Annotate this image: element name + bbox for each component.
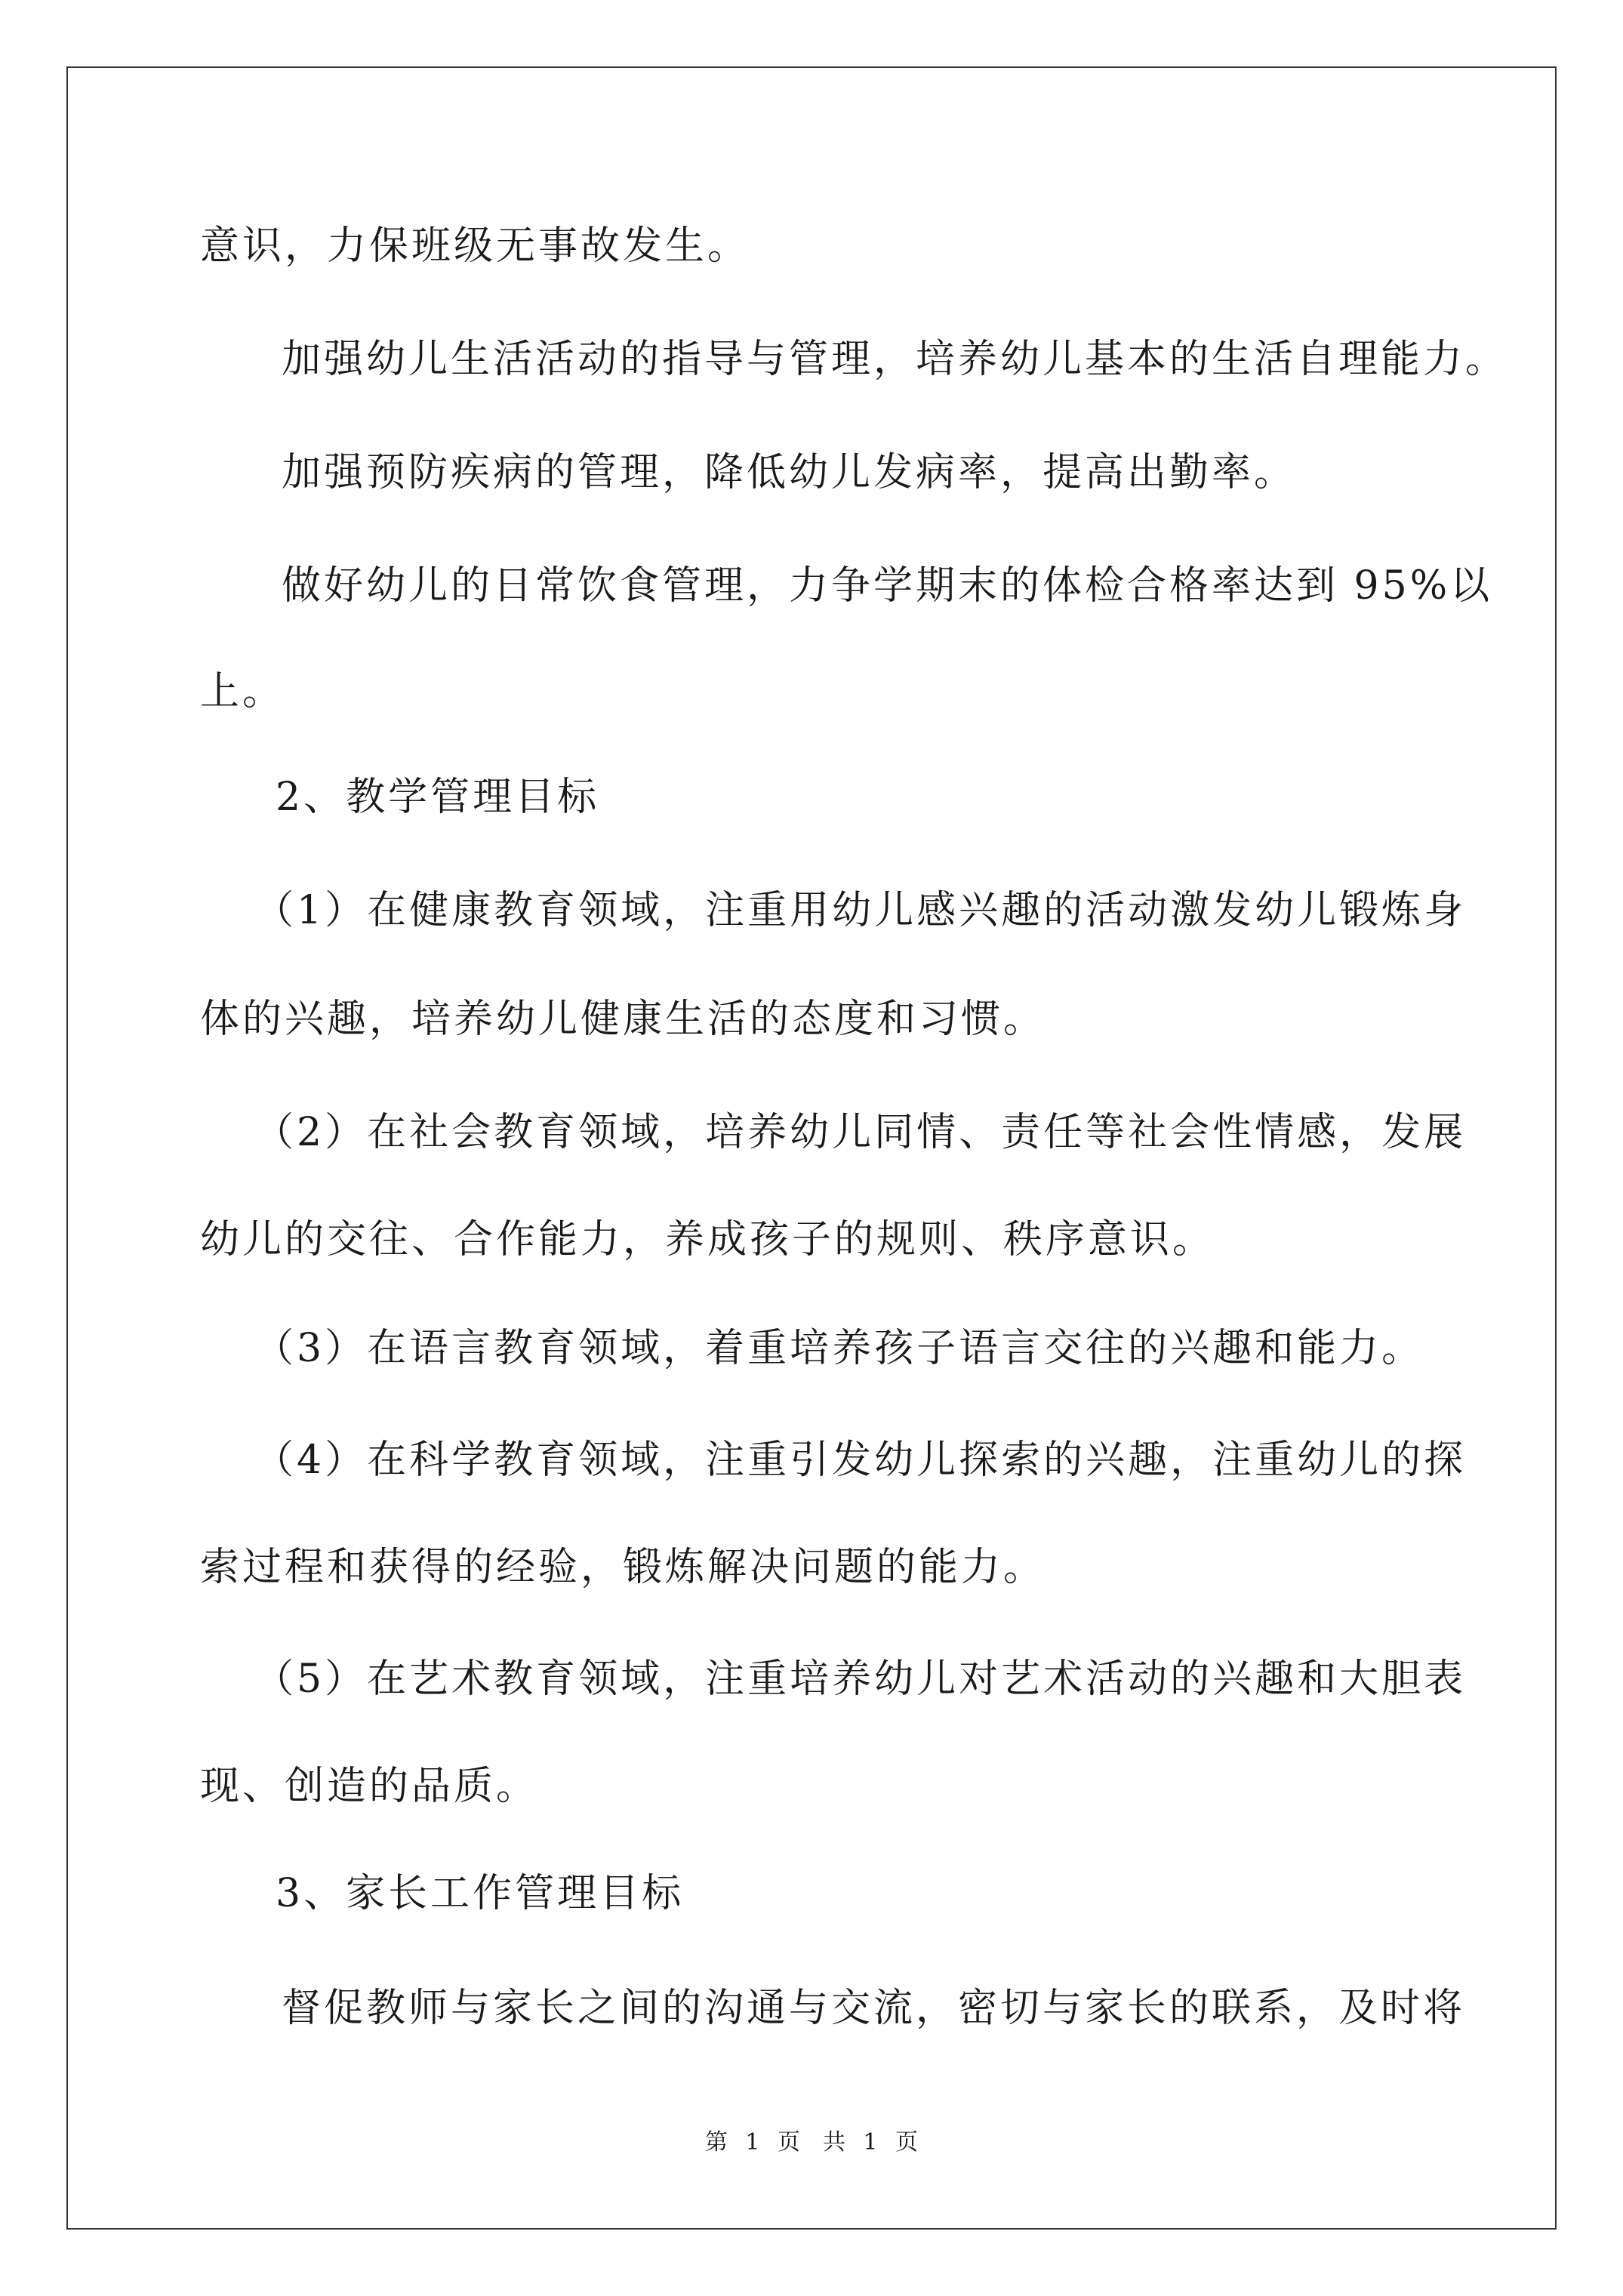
text-line-4: 做好幼儿的日常饮食管理，力争学期末的体检合格率达到 95%以 [282,563,1493,609]
text-line-7: （1）在健康教育领域，注重用幼儿感兴趣的活动激发幼儿锻炼身 [254,888,1467,933]
page-number-footer: 第 1 页 共 1 页 [704,2129,919,2156]
section-heading-teaching: 2、教学管理目标 [276,775,600,820]
text-line-17: 督促教师与家长之间的沟通与交流，密切与家长的联系，及时将 [282,1986,1466,2031]
text-line-8: 体的兴趣，培养幼儿健康生活的态度和习惯。 [200,997,1046,1042]
text-line-2: 加强幼儿生活活动的指导与管理，培养幼儿基本的生活自理能力。 [282,337,1508,382]
text-line-3: 加强预防疾病的管理，降低幼儿发病率，提高出勤率。 [282,450,1297,495]
text-line-12: （4）在科学教育领域，注重引发幼儿探索的兴趣，注重幼儿的探 [254,1438,1467,1483]
text-line-13: 索过程和获得的经验，锻炼解决问题的能力。 [200,1545,1046,1590]
text-line-10: 幼儿的交往、合作能力，养成孩子的规则、秩序意识。 [200,1217,1215,1262]
text-line-11: （3）在语言教育领域，着重培养孩子语言交往的兴趣和能力。 [254,1326,1424,1371]
text-line-1: 意识，力保班级无事故发生。 [200,223,750,269]
section-heading-parents: 3、家长工作管理目标 [276,1871,685,1916]
text-line-5: 上。 [200,669,285,714]
text-line-14: （5）在艺术教育领域，注重培养幼儿对艺术活动的兴趣和大胆表 [254,1657,1467,1702]
text-line-9: （2）在社会教育领域，培养幼儿同情、责任等社会性情感，发展 [254,1110,1467,1155]
text-line-15: 现、创造的品质。 [200,1764,539,1809]
